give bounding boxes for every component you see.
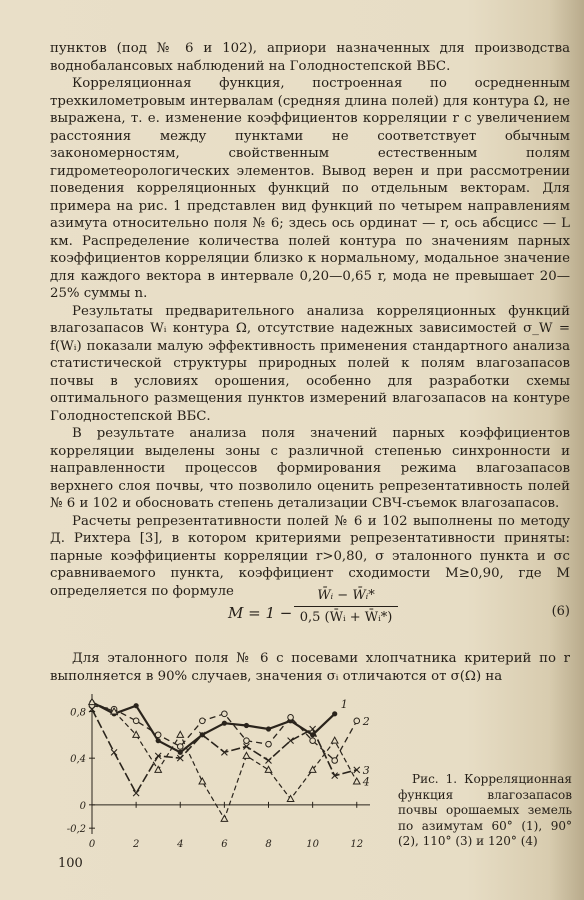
series-1-point (332, 711, 337, 716)
series-3-label: 3 (362, 763, 370, 777)
series-1-point (222, 721, 227, 726)
series-4-point (287, 796, 294, 802)
series-3-point (288, 738, 294, 744)
series-3-point (266, 758, 272, 764)
series-2-point (244, 738, 250, 744)
series-4-point (331, 737, 338, 743)
series-4-point (243, 752, 250, 758)
paragraph: пунктов (под № 6 и 102), априори назначенных для производства воднобалансовых наблюдений на Голодностепской ВБС. (50, 41, 570, 74)
series-4-point (221, 815, 228, 821)
series-4-point (265, 766, 272, 772)
chart-tick-labels (67, 698, 370, 850)
series-1-point (134, 703, 139, 708)
series-2-point (155, 732, 161, 738)
series-1-point (156, 738, 161, 743)
series-2-point (332, 758, 338, 764)
series-1-point (244, 723, 249, 728)
paragraph: Расчеты репрезентативности полей № 6 и 102 выполнены по методу Д. Рихтера [3], в котором критериями репрезентативности приняты: парные коэффициенты корреляции r>0,80, σ эталонного пункта и σc сравниваемого пункта, коэффициент сходимости M≥0,90, где M определяется по формуле (50, 513, 570, 599)
text-column (50, 40, 570, 600)
formula-numerator: W̄ᵢ − W̄ᵢ* (294, 588, 398, 607)
series-4-point (199, 778, 206, 784)
series-4-line (92, 702, 357, 819)
paragraph: В результате анализа поля значений парных коэффициентов корреляции выделены зоны с различной степенью синхронности и направленности процессов формирования режима влагозапасов верхнего слоя почвы, что позволило оценить репрезентативность полей № 6 и 102 и обосновать степень детализации СВЧ-съемок влагозапасов. (50, 426, 570, 511)
x-tick-label: 10 (306, 839, 320, 850)
caption-text: Рис. 1. Корреляционная функция влагозапасов почвы орошаемых земель по азимутам 60° (1), 90° (2), 110° (3) и 120° (4) (398, 772, 572, 848)
series-2-point (288, 715, 294, 721)
figure-caption (398, 772, 572, 850)
x-tick-label: 2 (132, 839, 140, 850)
paragraph: Результаты предварительного анализа корреляционных функций влагозапасов Wᵢ контура Ω, отсутствие надежных зависимостей σ_W = f(Wᵢ) показали малую эффективность применения стандартного анализа статистической структуры природных полей к полям влагозапасов почвы в условиях орошения, особенно для разработки схемы оптимального размещения пунктов измерений влагозапасов на контуре Голодностепской ВБС. (50, 303, 570, 424)
series-2-point (266, 741, 272, 747)
y-tick-label: 0,4 (70, 754, 86, 766)
series-4-point (353, 778, 360, 784)
series-4-label: 4 (362, 775, 370, 789)
x-tick-label: 4 (177, 839, 184, 850)
series-2-point (133, 718, 139, 724)
paragraph: Корреляционная функция, построенная по осредненным трехкилометровым интервалам (средняя длина полей) для контура Ω, не выражена, т. е. изменение коэффициентов корреляции r с увеличением расстояния между пунктами не соответствует обычным закономерностям, свойственным естественным полям гидрометеорологических элементов. Вывод верен и при рассмотрении поведения корреляционных функций по отдельным векторам. Для примера на рис. 1 представлен вид функций по четырем направлениям азимута относительно поля № 6; здесь ось ординат — r, ось абсцисс — L км. Распределение количества полей контура по значениям парных коэффициентов корреляции близко к нормальному, модальное значение для каждого вектора в интервале 0,20—0,65 r, мода не превышает 20—25% суммы n. (50, 76, 570, 301)
series-2-point (310, 738, 316, 744)
paragraph: Для эталонного поля № 6 с посевами хлопчатника критерий по r выполняется в 90% случаев, значения σᵢ отличаются от σ(Ω) на (50, 651, 570, 684)
formula-6 (228, 588, 572, 648)
y-tick-label: -0,2 (66, 824, 86, 836)
formula-denominator: 0,5 (W̄ᵢ + W̄ᵢ*) (299, 610, 393, 625)
x-tick-label: 8 (265, 839, 272, 850)
series-3-point (111, 749, 117, 755)
page-number: 100 (58, 856, 83, 871)
series-2-point (354, 718, 360, 724)
series-2-point (200, 718, 206, 724)
x-tick-label: 0 (88, 839, 96, 850)
series-1-label: 1 (340, 697, 348, 711)
y-tick-label: 0,8 (70, 707, 86, 719)
series-1-line (92, 702, 335, 752)
x-tick-label: 12 (350, 839, 364, 850)
series-2-point (222, 711, 228, 717)
series-1-point (266, 726, 271, 731)
series-2-label: 2 (362, 714, 370, 728)
series-4-point (177, 731, 184, 737)
chart-axes (89, 694, 370, 834)
series-3-point (310, 726, 316, 732)
text-after-formula (50, 650, 570, 685)
correlation-function-chart (58, 684, 390, 850)
series-2-point (177, 744, 183, 750)
formula-fraction (294, 588, 398, 625)
series-1-point (178, 750, 183, 755)
x-tick-label: 6 (221, 839, 228, 850)
formula-number: (6) (551, 604, 570, 619)
formula-lhs: M = 1 − (228, 604, 293, 622)
y-tick-label: 0 (79, 800, 86, 812)
series-3-point (133, 790, 139, 796)
